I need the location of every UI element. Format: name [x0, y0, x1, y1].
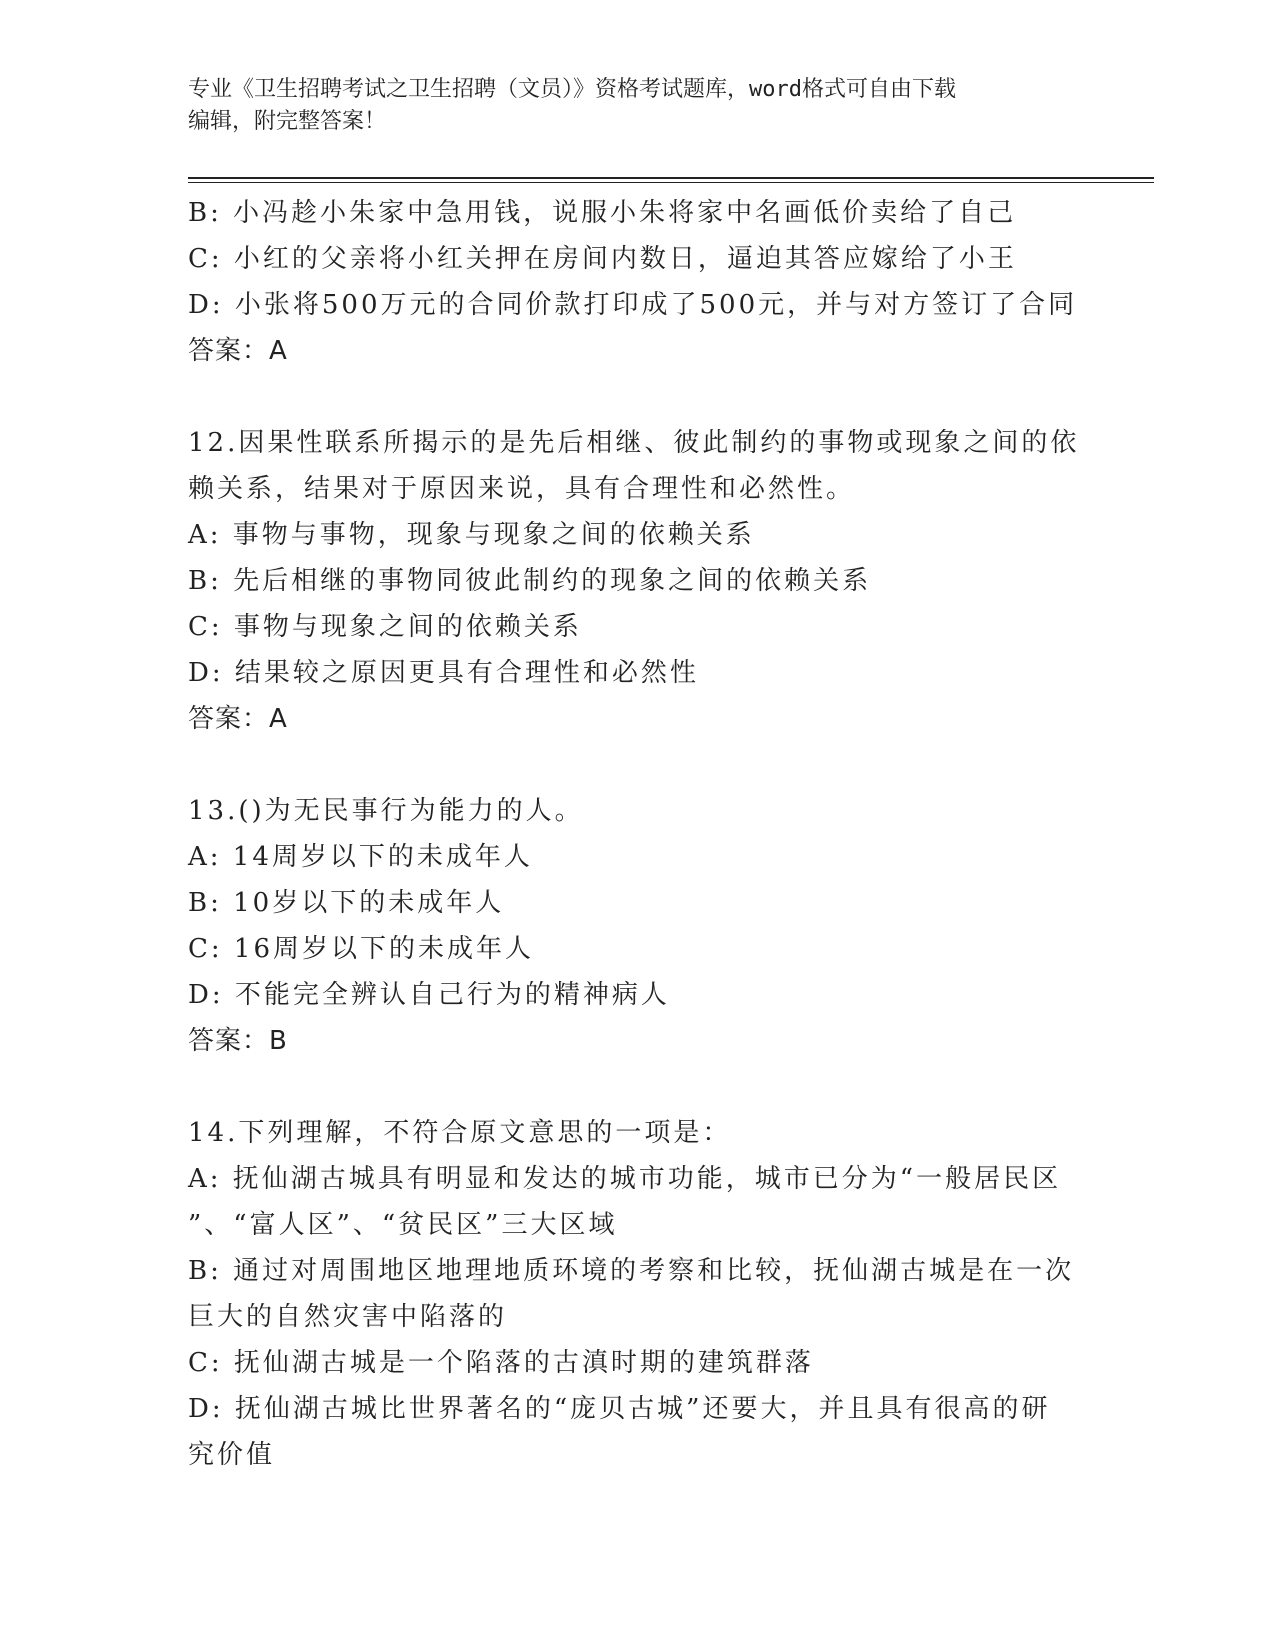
answer: 答案：A	[188, 336, 288, 366]
option-c: C: 事物与现象之间的依赖关系	[188, 612, 582, 642]
question-12	[188, 420, 1088, 742]
question-14	[188, 1110, 1088, 1478]
question-list	[188, 190, 1088, 1478]
option-c: C: 抚仙湖古城是一个陷落的古滇时期的建筑群落	[188, 1348, 814, 1378]
option-b: B: 通过对周围地区地理地质环境的考察和比较，抚仙湖古城是在一次	[188, 1256, 1075, 1286]
option-a-continued: ”、“富人区”、“贫民区”三大区域	[188, 1210, 618, 1240]
header-rule-thin	[188, 182, 1154, 183]
option-d-continued: 究价值	[188, 1440, 276, 1470]
question-stem-continued: 赖关系，结果对于原因来说，具有合理性和必然性。	[188, 474, 856, 504]
header-rule-thick	[188, 177, 1154, 179]
document-header	[188, 74, 1068, 138]
option-d: D: 小张将500万元的合同价款打印成了500元，并与对方签订了合同	[188, 290, 1078, 320]
header-line-1: 专业《卫生招聘考试之卫生招聘（文员）》资格考试题库，word格式可自由下载	[188, 77, 956, 102]
option-d: D: 结果较之原因更具有合理性和必然性	[188, 658, 699, 688]
option-b-continued: 巨大的自然灾害中陷落的	[188, 1302, 508, 1332]
option-c: C: 16周岁以下的未成年人	[188, 934, 535, 964]
option-d: D: 抚仙湖古城比世界著名的“庞贝古城”还要大，并且具有很高的研	[188, 1394, 1051, 1424]
option-d: D: 不能完全辨认自己行为的精神病人	[188, 980, 670, 1010]
question-stem: 13.()为无民事行为能力的人。	[188, 796, 584, 826]
option-a: A: 事物与事物，现象与现象之间的依赖关系	[188, 520, 755, 550]
question-13	[188, 788, 1088, 1064]
question-stem: 12.因果性联系所揭示的是先后相继、彼此制约的事物或现象之间的依	[188, 428, 1080, 458]
option-a: A: 抚仙湖古城具有明显和发达的城市功能，城市已分为“一般居民区	[188, 1164, 1062, 1194]
question-11	[188, 190, 1088, 374]
header-line-2: 编辑，附完整答案！	[188, 109, 387, 134]
question-stem: 14.下列理解，不符合原文意思的一项是：	[188, 1118, 732, 1148]
option-c: C: 小红的父亲将小红关押在房间内数日，逼迫其答应嫁给了小王	[188, 244, 1017, 274]
option-b: B: 先后相继的事物同彼此制约的现象之间的依赖关系	[188, 566, 872, 596]
option-b: B: 10岁以下的未成年人	[188, 888, 505, 918]
answer: 答案：B	[188, 1026, 288, 1056]
answer: 答案：A	[188, 704, 288, 734]
option-a: A: 14周岁以下的未成年人	[188, 842, 533, 872]
option-b: B: 小冯趁小朱家中急用钱，说服小朱将家中名画低价卖给了自己	[188, 198, 1017, 228]
